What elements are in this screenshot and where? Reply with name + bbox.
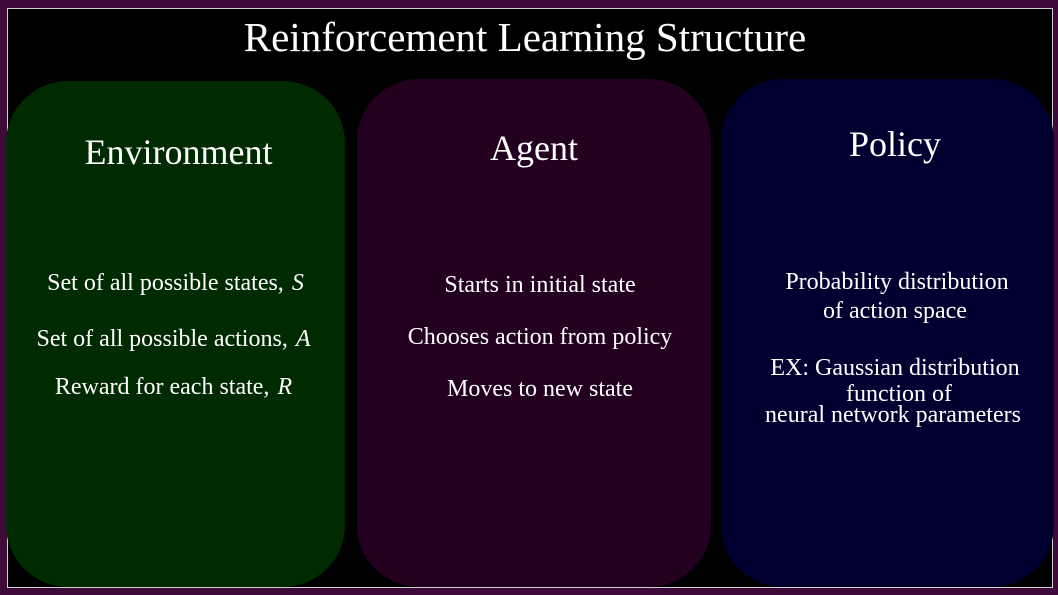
environment-item-states — [6, 269, 345, 297]
agent-heading: Agent — [490, 128, 578, 168]
agent-item-choose-action: Chooses action from policy — [407, 324, 673, 350]
environment-item-text: Set of all possible states, — [47, 270, 284, 296]
policy-heading: Policy — [848, 124, 941, 164]
policy-example-line: neural network parameters — [765, 402, 1021, 428]
environment-item-reward — [4, 373, 343, 401]
environment-item-text: Reward for each state, — [54, 374, 270, 400]
policy-description-line: Probability distribution — [785, 269, 1009, 295]
environment-item-symbol: A — [295, 326, 311, 352]
slide-title: Reinforcement Learning Structure — [243, 14, 807, 60]
policy-example-line: EX: Gaussian distribution — [770, 355, 1020, 381]
environment-item-symbol: S — [291, 270, 304, 296]
agent-item-initial-state: Starts in initial state — [444, 272, 636, 298]
environment-item-actions — [4, 325, 343, 353]
agent-item-new-state: Moves to new state — [447, 376, 633, 402]
environment-heading: Environment — [84, 132, 273, 172]
environment-item-symbol: R — [277, 374, 293, 400]
environment-item-text: Set of all possible actions, — [36, 326, 288, 352]
policy-description-line: of action space — [823, 298, 967, 324]
policy-example-line: function of — [846, 381, 952, 407]
